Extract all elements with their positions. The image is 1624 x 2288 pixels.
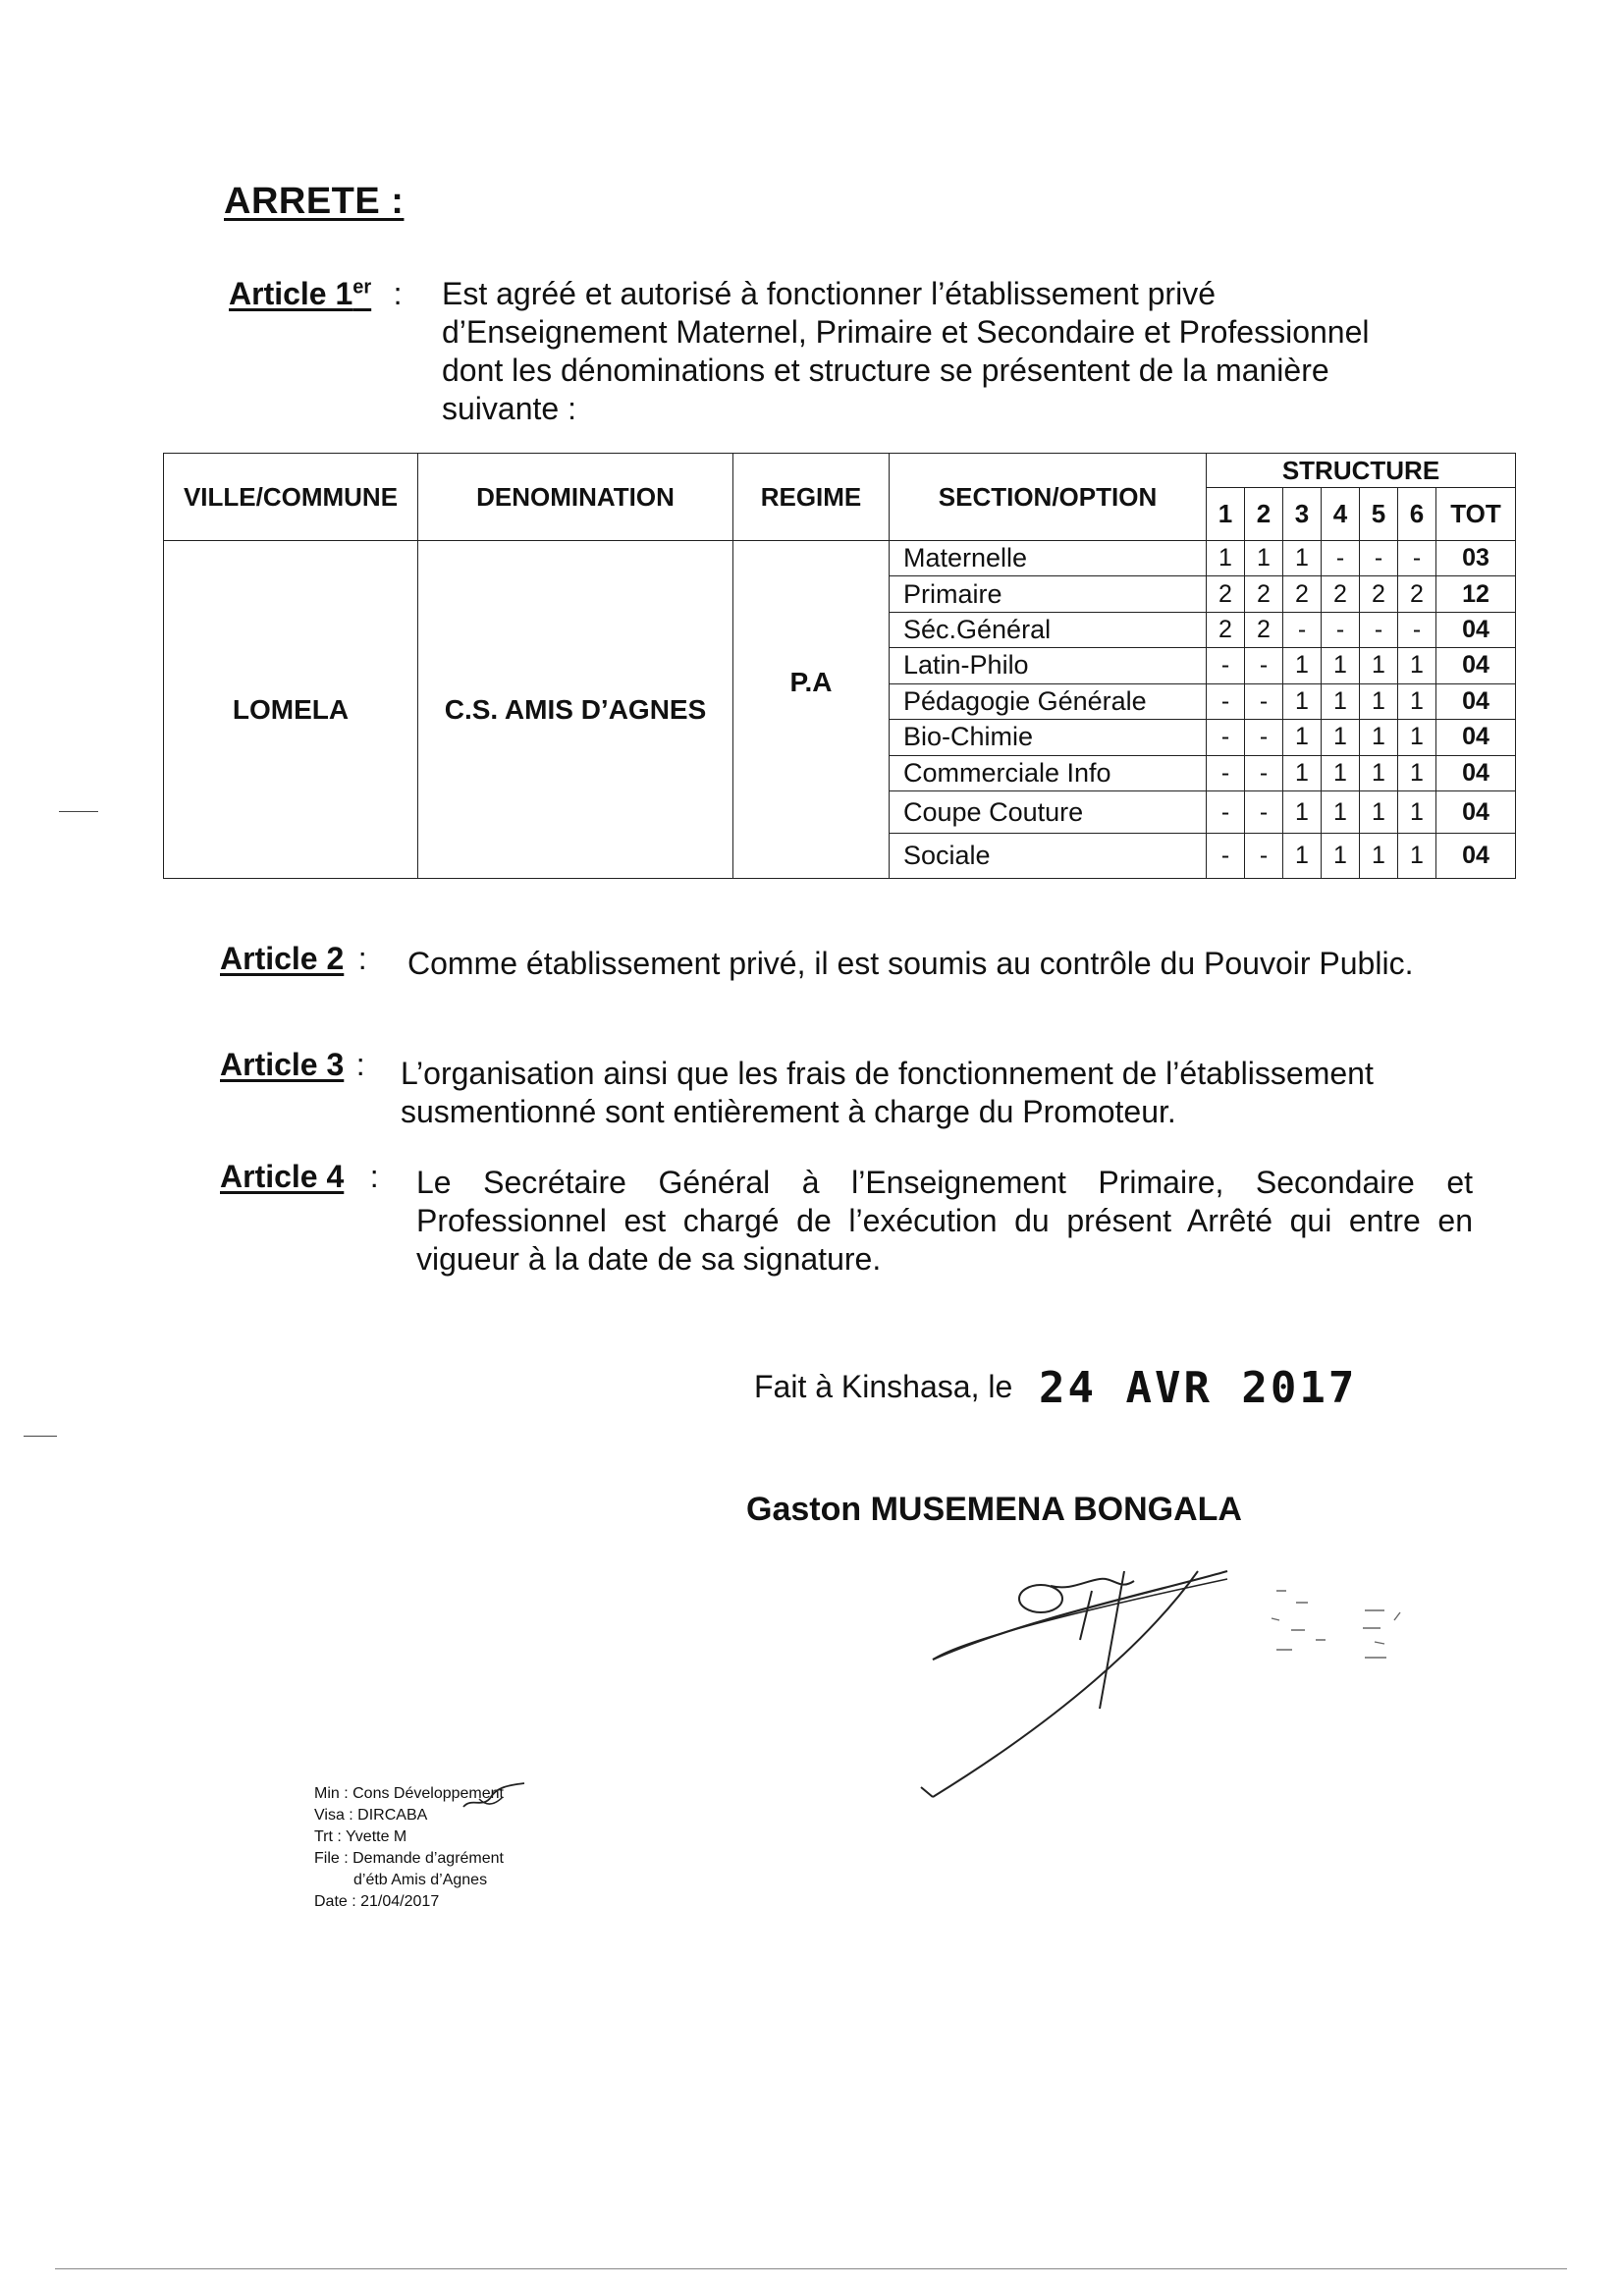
cell-section: Latin-Philo: [890, 648, 1207, 683]
cell-level: -: [1245, 834, 1283, 879]
cell-level: -: [1245, 755, 1283, 790]
cell-denomination: C.S. AMIS D’AGNES: [418, 541, 733, 879]
cell-level: 1: [1207, 541, 1245, 576]
cell-level: 1: [1398, 755, 1436, 790]
cell-level: -: [1360, 541, 1398, 576]
cell-total: 12: [1436, 576, 1516, 612]
cell-level: 2: [1245, 612, 1283, 647]
cell-total: 04: [1436, 720, 1516, 755]
cell-level: -: [1245, 648, 1283, 683]
cell-level: 1: [1283, 541, 1322, 576]
cell-level: -: [1245, 683, 1283, 719]
cell-section: Commerciale Info: [890, 755, 1207, 790]
reference-trt: Trt : Yvette M: [314, 1828, 407, 1845]
reference-file: File : Demande d’agrément: [314, 1850, 504, 1867]
cell-level: 1: [1283, 720, 1322, 755]
cell-section: Pédagogie Générale: [890, 683, 1207, 719]
cell-level: 1: [1322, 755, 1360, 790]
cell-total: 04: [1436, 648, 1516, 683]
reference-visa: Visa : DIRCABA: [314, 1807, 428, 1824]
article-3-separator: :: [355, 1047, 365, 1082]
cell-level: -: [1398, 612, 1436, 647]
cell-level: 1: [1322, 834, 1360, 879]
cell-level: 2: [1245, 576, 1283, 612]
article-1-label: Article 1er: [229, 276, 372, 311]
cell-level: -: [1322, 541, 1360, 576]
cell-level: 2: [1322, 576, 1360, 612]
cell-level: 1: [1360, 790, 1398, 834]
header-ville: VILLE/COMMUNE: [164, 454, 418, 541]
header-total: TOT: [1436, 488, 1516, 541]
cell-total: 03: [1436, 541, 1516, 576]
scan-mark: [24, 1436, 57, 1437]
cell-total: 04: [1436, 790, 1516, 834]
signer-name: Gaston MUSEMENA BONGALA: [746, 1491, 1242, 1528]
cell-level: 1: [1322, 720, 1360, 755]
header-level-5: 5: [1360, 488, 1398, 541]
initials-icon: [460, 1779, 528, 1815]
article-1-label-group: [229, 276, 403, 312]
article-2-label: Article 2: [220, 941, 345, 976]
structure-table-container: [163, 453, 1516, 879]
reference-min: Min : Cons Développement: [314, 1785, 504, 1802]
header-level-6: 6: [1398, 488, 1436, 541]
article-4-text-rest: Professionnel est chargé de l’exécution du présent Arrêté qui entre en vigueur à la date de sa signature.: [416, 1203, 1473, 1277]
article-2-label-group: [220, 941, 367, 977]
cell-section: Séc.Général: [890, 612, 1207, 647]
article-1-text: Est agréé et autorisé à fonctionner l’établissement privé d’Enseignement Maternel, Primaire et Secondaire et Professionnel dont les dénominations et structure se présentent de la manière suivante :: [442, 276, 1370, 426]
cell-level: -: [1398, 541, 1436, 576]
cell-level: 1: [1360, 834, 1398, 879]
handwritten-signature-icon: [903, 1552, 1453, 1826]
cell-level: 1: [1360, 683, 1398, 719]
cell-level: 1: [1322, 683, 1360, 719]
article-3-text: L’organisation ainsi que les frais de fonctionnement de l’établissement susmentionné sont entièrement à charge du Promoteur.: [401, 1056, 1374, 1129]
scan-edge-line: [55, 2268, 1567, 2269]
cell-level: 2: [1360, 576, 1398, 612]
cell-level: 1: [1398, 683, 1436, 719]
cell-level: 2: [1207, 612, 1245, 647]
cell-total: 04: [1436, 834, 1516, 879]
article-4-text-line-1: Le Secrétaire Général à l’Enseignement Primaire, Secondaire et: [416, 1165, 1473, 1200]
cell-level: 1: [1283, 755, 1322, 790]
cell-section: Coupe Couture: [890, 790, 1207, 834]
cell-level: 1: [1398, 834, 1436, 879]
header-denomination: DENOMINATION: [418, 454, 733, 541]
cell-level: -: [1360, 612, 1398, 647]
header-structure: STRUCTURE: [1207, 454, 1516, 488]
date-stamp: 24 AVR 2017: [1039, 1363, 1358, 1413]
cell-regime: P.A: [733, 541, 890, 879]
header-level-3: 3: [1283, 488, 1322, 541]
structure-table-body: [164, 541, 1516, 879]
cell-level: 1: [1322, 648, 1360, 683]
article-4-text: [416, 1164, 1473, 1279]
structure-table: [163, 453, 1516, 879]
cell-section: Primaire: [890, 576, 1207, 612]
cell-level: -: [1245, 790, 1283, 834]
article-4-label: Article 4: [220, 1159, 345, 1194]
header-level-2: 2: [1245, 488, 1283, 541]
cell-level: -: [1322, 612, 1360, 647]
scan-mark: [59, 811, 98, 812]
cell-level: -: [1207, 790, 1245, 834]
header-section: SECTION/OPTION: [890, 454, 1207, 541]
header-regime: REGIME: [733, 454, 890, 541]
cell-level: -: [1207, 834, 1245, 879]
cell-level: 1: [1283, 790, 1322, 834]
closing-place: Fait à Kinshasa, le: [754, 1369, 1013, 1404]
cell-level: -: [1283, 612, 1322, 647]
cell-section: Sociale: [890, 834, 1207, 879]
cell-level: -: [1207, 648, 1245, 683]
article-1-separator: :: [393, 276, 403, 311]
article-4-separator: :: [369, 1159, 379, 1194]
cell-level: 1: [1360, 720, 1398, 755]
article-3-label-group: [220, 1047, 365, 1083]
cell-level: 2: [1207, 576, 1245, 612]
reference-date: Date : 21/04/2017: [314, 1893, 440, 1910]
cell-level: 1: [1283, 834, 1322, 879]
cell-level: 1: [1398, 720, 1436, 755]
article-2-text: Comme établissement privé, il est soumis au contrôle du Pouvoir Public.: [407, 946, 1414, 981]
cell-level: 1: [1245, 541, 1283, 576]
cell-ville: LOMELA: [164, 541, 418, 879]
cell-level: 1: [1322, 790, 1360, 834]
table-row: [164, 541, 1516, 576]
cell-level: 2: [1283, 576, 1322, 612]
article-4-label-group: [220, 1159, 379, 1195]
reference-file-cont: d’étb Amis d’Agnes: [353, 1872, 488, 1888]
cell-level: 2: [1398, 576, 1436, 612]
cell-level: -: [1207, 720, 1245, 755]
document-heading: ARRETE :: [224, 181, 405, 222]
article-3-label: Article 3: [220, 1047, 345, 1082]
cell-level: -: [1207, 683, 1245, 719]
cell-level: 1: [1283, 683, 1322, 719]
cell-level: 1: [1360, 755, 1398, 790]
cell-total: 04: [1436, 755, 1516, 790]
cell-level: -: [1245, 720, 1283, 755]
cell-level: 1: [1360, 648, 1398, 683]
cell-level: 1: [1398, 648, 1436, 683]
cell-level: 1: [1398, 790, 1436, 834]
cell-level: 1: [1283, 648, 1322, 683]
cell-total: 04: [1436, 683, 1516, 719]
cell-total: 04: [1436, 612, 1516, 647]
cell-level: -: [1207, 755, 1245, 790]
header-level-4: 4: [1322, 488, 1360, 541]
cell-section: Bio-Chimie: [890, 720, 1207, 755]
article-2-separator: :: [357, 941, 367, 976]
header-level-1: 1: [1207, 488, 1245, 541]
cell-section: Maternelle: [890, 541, 1207, 576]
